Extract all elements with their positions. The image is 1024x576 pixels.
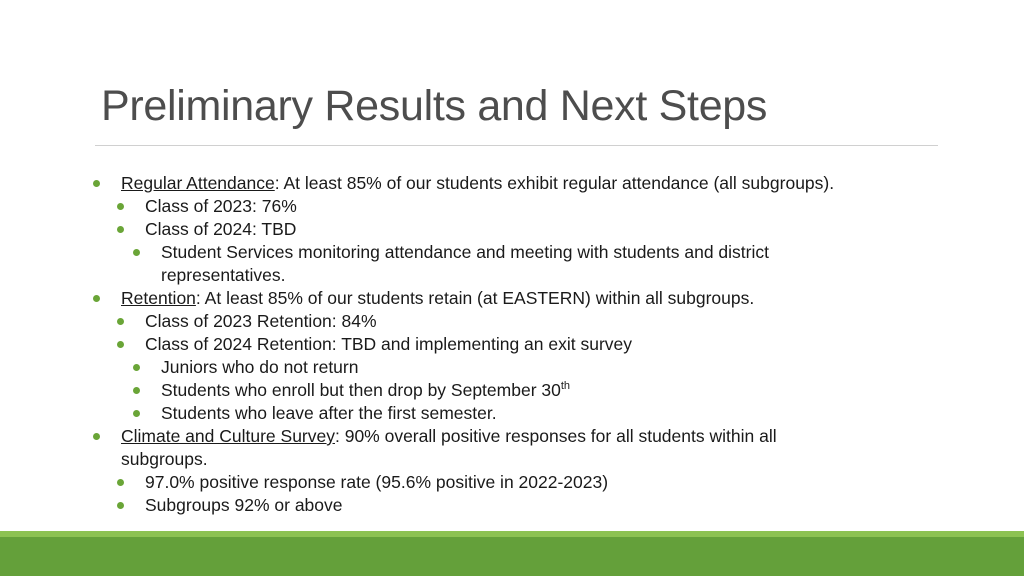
bullet-dot-icon [117, 341, 124, 348]
regular-attendance-text: : At least 85% of our students exhibit regular attendance (all subgroups). [274, 173, 835, 193]
retention-drop [161, 379, 570, 402]
retention-class-2023: Class of 2023 Retention: 84% [145, 311, 377, 331]
bullet-dot-icon [133, 249, 140, 256]
retention-drop-text: Students who enroll but then drop by September 30 [161, 380, 561, 400]
bullet-dot-icon [93, 180, 100, 187]
student-services-line2: representatives. [161, 265, 286, 285]
student-services-line1: Student Services monitoring attendance and meeting with students and district [161, 242, 769, 262]
bullet-retention [121, 287, 754, 310]
slide-title: Preliminary Results and Next Steps [101, 82, 768, 130]
bullet-dot-icon [117, 203, 124, 210]
title-divider [95, 145, 938, 146]
climate-response-rate: 97.0% positive response rate (95.6% positive in 2022-2023) [145, 472, 609, 492]
footer-accent-bar-dark [0, 537, 1024, 576]
bullet-dot-icon [117, 318, 124, 325]
climate-survey-text: : 90% overall positive responses for all students within all [334, 426, 777, 446]
climate-survey-label: Climate and Culture Survey [121, 426, 335, 446]
bullet-dot-icon [117, 502, 124, 509]
bullet-dot-icon [133, 387, 140, 394]
retention-label: Retention [121, 288, 196, 308]
retention-juniors: Juniors who do not return [161, 357, 359, 377]
climate-subgroups: Subgroups 92% or above [145, 495, 343, 515]
climate-survey-text-line2: subgroups. [121, 449, 208, 469]
retention-leave: Students who leave after the first semester. [161, 403, 497, 423]
bullet-dot-icon [93, 295, 100, 302]
bullet-dot-icon [93, 433, 100, 440]
bullet-dot-icon [117, 226, 124, 233]
attendance-class-2024: Class of 2024: TBD [145, 219, 297, 239]
regular-attendance-label: Regular Attendance [121, 173, 275, 193]
bullet-dot-icon [133, 410, 140, 417]
retention-text: : At least 85% of our students retain (at EASTERN) within all subgroups. [195, 288, 755, 308]
bullet-dot-icon [117, 479, 124, 486]
retention-drop-superscript: th [560, 380, 571, 392]
bullet-dot-icon [133, 364, 140, 371]
bullet-climate-survey [121, 425, 777, 448]
attendance-class-2023: Class of 2023: 76% [145, 196, 297, 216]
retention-class-2024: Class of 2024 Retention: TBD and implementing an exit survey [145, 334, 633, 354]
bullet-regular-attendance [121, 172, 834, 195]
